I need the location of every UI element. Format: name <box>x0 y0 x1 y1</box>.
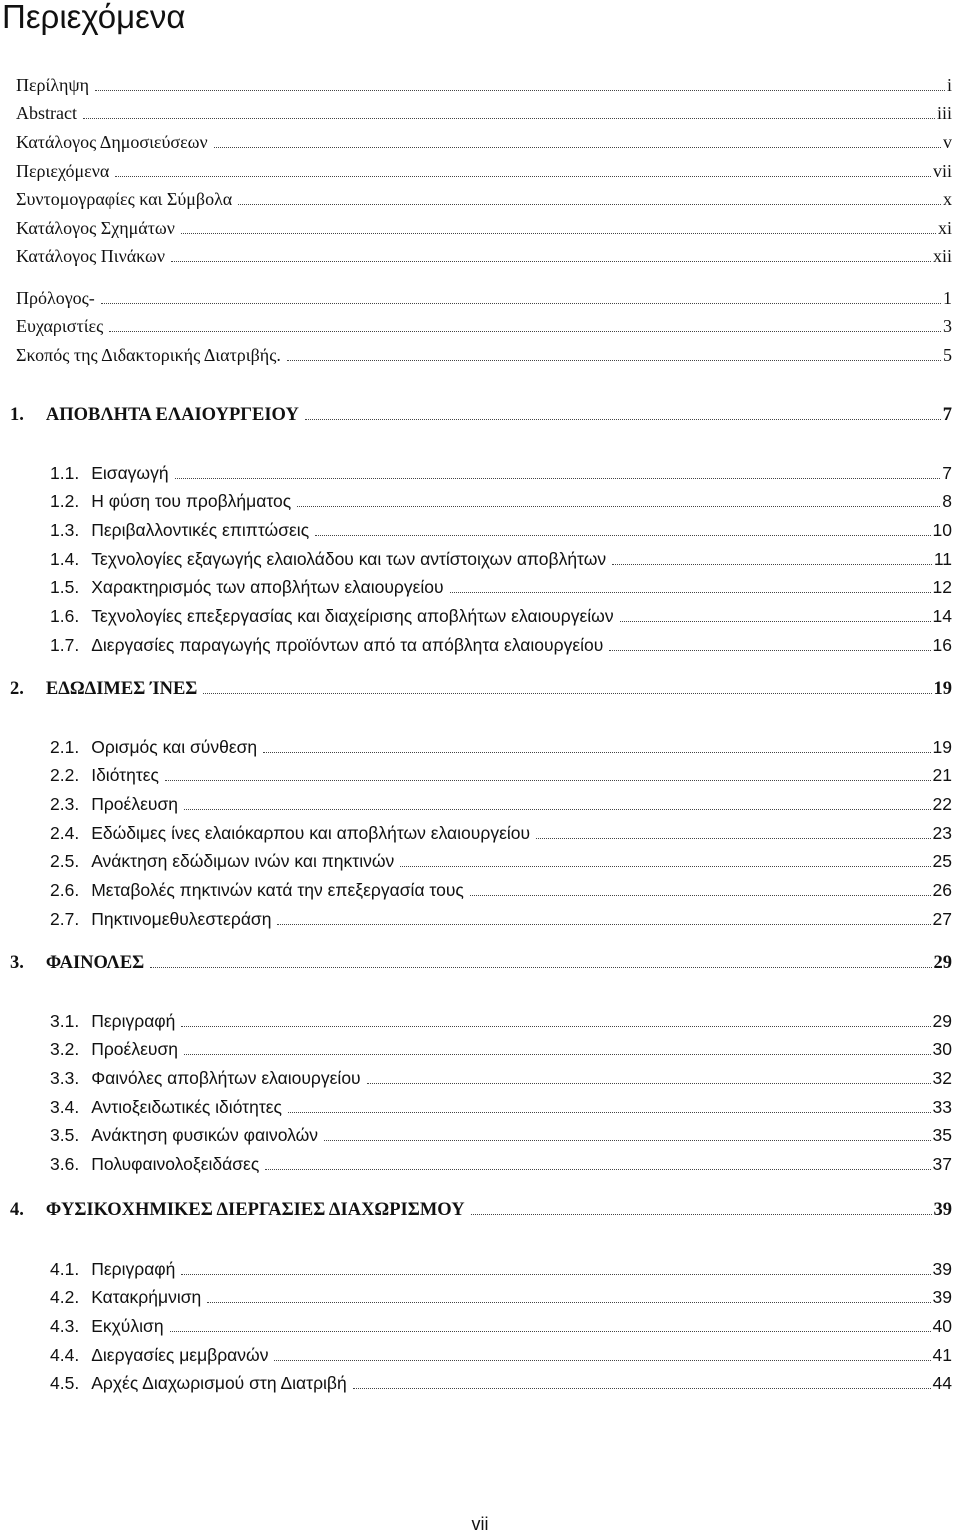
chapter-title: ΑΠΟΒΛΗΤΑ ΕΛΑΙΟΥΡΓΕΙΟΥ <box>45 405 299 425</box>
toc-page-number: 29 <box>932 1011 952 1031</box>
toc-section[interactable] <box>50 763 952 787</box>
toc-entry-label: Κατάλογος Σχημάτων <box>16 218 175 238</box>
dot-leader <box>324 1140 930 1141</box>
toc-entry-label: Κατάλογος Δημοσιεύσεων <box>16 132 208 152</box>
dot-leader <box>315 535 930 536</box>
dot-leader <box>181 233 936 234</box>
toc-page-number: x <box>943 189 952 209</box>
toc-section[interactable] <box>50 1314 952 1338</box>
toc-section[interactable] <box>50 489 952 513</box>
section-title: Τεχνολογίες επεξεργασίας και διαχείρισης αποβλήτων ελαιουργείων <box>91 606 614 626</box>
section-title: Διεργασίες παραγωγής προϊόντων από τα απόβλητα ελαιουργείου <box>91 635 604 655</box>
dot-leader <box>620 621 931 622</box>
dot-leader <box>305 419 941 420</box>
toc-entry-label: Περιεχόμενα <box>16 161 110 181</box>
chapter-number: 4. <box>10 1200 24 1220</box>
dot-leader <box>170 1331 931 1332</box>
toc-section[interactable] <box>50 461 952 485</box>
section-number: 4.1. <box>50 1259 80 1279</box>
toc-page-number: i <box>946 75 952 95</box>
toc-section[interactable] <box>50 1009 952 1033</box>
dot-leader <box>471 1214 932 1215</box>
dot-leader <box>115 176 931 177</box>
toc-section[interactable] <box>50 1371 952 1395</box>
section-number: 2.6. <box>50 880 80 900</box>
toc-page-number: 11 <box>933 549 952 569</box>
toc-page-number: 39 <box>933 1200 952 1220</box>
toc-page-number: xii <box>932 246 952 266</box>
dot-leader <box>101 303 941 304</box>
chapter-number: 1. <box>10 405 24 425</box>
toc-page-number: 12 <box>932 577 952 597</box>
toc-entry-front[interactable] <box>16 73 952 97</box>
section-number: 1.3. <box>50 520 80 540</box>
toc-page-number: vii <box>932 161 952 181</box>
toc-section[interactable] <box>50 849 952 873</box>
dot-leader <box>83 118 935 119</box>
section-title: Μεταβολές πηκτινών κατά την επεξεργασία τους <box>91 880 464 900</box>
toc-section[interactable] <box>50 1123 952 1147</box>
toc-section[interactable] <box>50 1095 952 1119</box>
dot-leader <box>609 650 930 651</box>
section-title: Εδώδιμες ίνες ελαιόκαρπου και αποβλήτων ελαιουργείου <box>91 823 531 843</box>
section-title: Ανάκτηση φυσικών φαινολών <box>91 1125 319 1145</box>
toc-page-number: 3 <box>943 316 952 336</box>
section-number: 3.5. <box>50 1125 80 1145</box>
toc-page-number: 7 <box>942 463 952 483</box>
toc-page-number: 32 <box>932 1068 952 1088</box>
section-number: 3.1. <box>50 1011 80 1031</box>
section-title: Κατακρήμνιση <box>91 1287 202 1307</box>
toc-page-number: 44 <box>932 1373 952 1393</box>
section-title: Προέλευση <box>91 794 178 814</box>
toc-entry-label: Σκοπός της Διδακτορικής Διατριβής. <box>16 345 281 365</box>
toc-entry-front[interactable] <box>16 101 952 125</box>
toc-section[interactable] <box>50 821 952 845</box>
toc-page-number: 8 <box>942 491 952 511</box>
toc-entry-label: Περίληψη <box>16 75 90 95</box>
section-number: 3.6. <box>50 1154 80 1174</box>
toc-page-number: 25 <box>932 851 952 871</box>
section-number: 2.2. <box>50 765 80 785</box>
dot-leader <box>214 147 941 148</box>
page-number-footer: vii <box>471 1514 489 1534</box>
toc-page-number: iii <box>936 103 952 123</box>
dot-leader <box>287 360 941 361</box>
toc-page-number: 19 <box>933 679 952 699</box>
toc-entry-front[interactable] <box>16 244 952 268</box>
toc-page-number: 33 <box>932 1097 952 1117</box>
toc-page-number: 21 <box>932 765 952 785</box>
toc-section[interactable] <box>50 907 952 931</box>
toc-section[interactable] <box>50 878 952 902</box>
toc-section[interactable] <box>50 1285 952 1309</box>
dot-leader <box>297 506 940 507</box>
section-title: Ανάκτηση εδώδιμων ινών και πηκτινών <box>91 851 395 871</box>
section-number: 2.3. <box>50 794 80 814</box>
toc-section[interactable] <box>50 633 952 657</box>
dot-leader <box>288 1112 931 1113</box>
dot-leader <box>400 866 930 867</box>
dot-leader <box>367 1083 931 1084</box>
toc-page-number: 30 <box>932 1039 952 1059</box>
dot-leader <box>95 90 945 91</box>
section-title: Φαινόλες αποβλήτων ελαιουργείου <box>91 1068 361 1088</box>
toc-chapter[interactable] <box>10 677 952 701</box>
section-title: Περιγραφή <box>91 1259 176 1279</box>
toc-section[interactable] <box>50 735 952 759</box>
toc-entry-front[interactable] <box>16 159 952 183</box>
dot-leader <box>207 1302 930 1303</box>
toc-entry-label: Ευχαριστίες <box>16 316 104 336</box>
toc-section[interactable] <box>50 1037 952 1061</box>
toc-page-number: 39 <box>932 1259 952 1279</box>
section-title: Αντιοξειδωτικές ιδιότητες <box>91 1097 282 1117</box>
chapter-number: 3. <box>10 953 24 973</box>
toc-page-number: 23 <box>932 823 952 843</box>
dot-leader <box>353 1388 931 1389</box>
toc-page-number: 27 <box>932 909 952 929</box>
section-title: Εισαγωγή <box>91 463 169 483</box>
chapter-title: ΕΔΩΔΙΜΕΣ ΊΝΕΣ <box>45 679 198 699</box>
dot-leader <box>109 331 941 332</box>
toc-page-number: 41 <box>932 1345 952 1365</box>
toc-entry-front[interactable] <box>16 187 952 211</box>
toc-entry-label: Abstract <box>16 103 77 123</box>
toc-section[interactable] <box>50 1152 952 1176</box>
toc-entry-front[interactable] <box>16 286 952 310</box>
toc-page-number: xi <box>937 218 952 238</box>
toc-chapter[interactable] <box>10 951 952 975</box>
dot-leader <box>165 780 931 781</box>
toc-entry-front[interactable] <box>16 216 952 240</box>
section-title: Πολυφαινολοξειδάσες <box>91 1154 260 1174</box>
chapter-title: ΦΑΙΝΟΛΕΣ <box>45 953 145 973</box>
toc-page-number: 5 <box>943 345 952 365</box>
dot-leader <box>150 967 931 968</box>
dot-leader <box>238 204 941 205</box>
section-title: Ορισμός και σύνθεση <box>91 737 258 757</box>
section-title: Ιδιότητες <box>91 765 159 785</box>
dot-leader <box>450 592 931 593</box>
toc-section[interactable] <box>50 604 952 628</box>
section-title: Τεχνολογίες εξαγωγής ελαιολάδου και των αντίστοιχων αποβλήτων <box>91 549 607 569</box>
section-number: 2.5. <box>50 851 80 871</box>
toc-section[interactable] <box>50 1343 952 1367</box>
toc-page-number: 14 <box>932 606 952 626</box>
toc-page-number: 29 <box>933 953 952 973</box>
toc-entry-front[interactable] <box>16 343 952 367</box>
toc-entry-label: Συντομογραφίες και Σύμβολα <box>16 189 233 209</box>
dot-leader <box>612 564 932 565</box>
dot-leader <box>171 261 931 262</box>
toc-section[interactable] <box>50 792 952 816</box>
section-number: 1.7. <box>50 635 80 655</box>
section-title: Διεργασίες μεμβρανών <box>91 1345 269 1365</box>
section-number: 2.4. <box>50 823 80 843</box>
dot-leader <box>203 693 931 694</box>
toc-section[interactable] <box>50 1066 952 1090</box>
toc-page-number: 40 <box>932 1316 952 1336</box>
toc-chapter[interactable] <box>10 403 952 427</box>
section-number: 4.2. <box>50 1287 80 1307</box>
toc-page-number: 1 <box>943 288 952 308</box>
section-number: 4.5. <box>50 1373 80 1393</box>
section-title: Πηκτινομεθυλεστεράση <box>91 909 272 929</box>
toc-section[interactable] <box>50 547 952 571</box>
dot-leader <box>265 1169 930 1170</box>
dot-leader <box>536 838 930 839</box>
dot-leader <box>263 752 930 753</box>
section-title: Αρχές Διαχωρισμού στη Διατριβή <box>91 1373 347 1393</box>
section-number: 3.4. <box>50 1097 80 1117</box>
section-title: Εκχύλιση <box>91 1316 164 1336</box>
chapter-number: 2. <box>10 679 24 699</box>
section-number: 4.4. <box>50 1345 80 1365</box>
toc-page-number: 37 <box>932 1154 952 1174</box>
section-number: 1.6. <box>50 606 80 626</box>
section-number: 2.1. <box>50 737 80 757</box>
section-title: Προέλευση <box>91 1039 178 1059</box>
chapter-title: ΦΥΣΙΚΟΧΗΜΙΚΕΣ ΔΙΕΡΓΑΣΙΕΣ ΔΙΑΧΩΡΙΣΜΟΥ <box>45 1200 465 1220</box>
dot-leader <box>470 895 931 896</box>
toc-entry-front[interactable] <box>16 130 952 154</box>
section-number: 4.3. <box>50 1316 80 1336</box>
toc-entry-front[interactable] <box>16 314 952 338</box>
section-number: 1.4. <box>50 549 80 569</box>
dot-leader <box>274 1360 930 1361</box>
toc-section[interactable] <box>50 1257 952 1281</box>
dot-leader <box>184 1054 931 1055</box>
toc-section[interactable] <box>50 518 952 542</box>
section-title: Περιγραφή <box>91 1011 176 1031</box>
section-number: 1.5. <box>50 577 80 597</box>
section-number: 3.3. <box>50 1068 80 1088</box>
toc-chapter[interactable] <box>10 1198 952 1222</box>
dot-leader <box>184 809 931 810</box>
toc-page-number: 39 <box>932 1287 952 1307</box>
toc-entry-label: Πρόλογος- <box>16 288 95 308</box>
toc-page-number: 16 <box>932 635 952 655</box>
toc-page-number: 10 <box>932 520 952 540</box>
dot-leader <box>175 478 941 479</box>
toc-entry-label: Κατάλογος Πινάκων <box>16 246 166 266</box>
dot-leader <box>277 924 930 925</box>
section-title: Χαρακτηρισμός των αποβλήτων ελαιουργείου <box>91 577 444 597</box>
dot-leader <box>181 1026 930 1027</box>
dot-leader <box>181 1274 930 1275</box>
section-title: Η φύση του προβλήματος <box>91 491 292 511</box>
page-title: Περιεχόμενα <box>2 0 186 35</box>
toc-page-number: 22 <box>932 794 952 814</box>
toc-page-number: 35 <box>932 1125 952 1145</box>
toc-page-number: 7 <box>942 405 952 425</box>
section-number: 1.2. <box>50 491 80 511</box>
section-number: 1.1. <box>50 463 80 483</box>
section-title: Περιβαλλοντικές επιπτώσεις <box>91 520 310 540</box>
toc-section[interactable] <box>50 575 952 599</box>
toc-page-number: 19 <box>932 737 952 757</box>
toc-page-number: 26 <box>932 880 952 900</box>
toc-page-number: v <box>943 132 952 152</box>
section-number: 2.7. <box>50 909 80 929</box>
section-number: 3.2. <box>50 1039 80 1059</box>
